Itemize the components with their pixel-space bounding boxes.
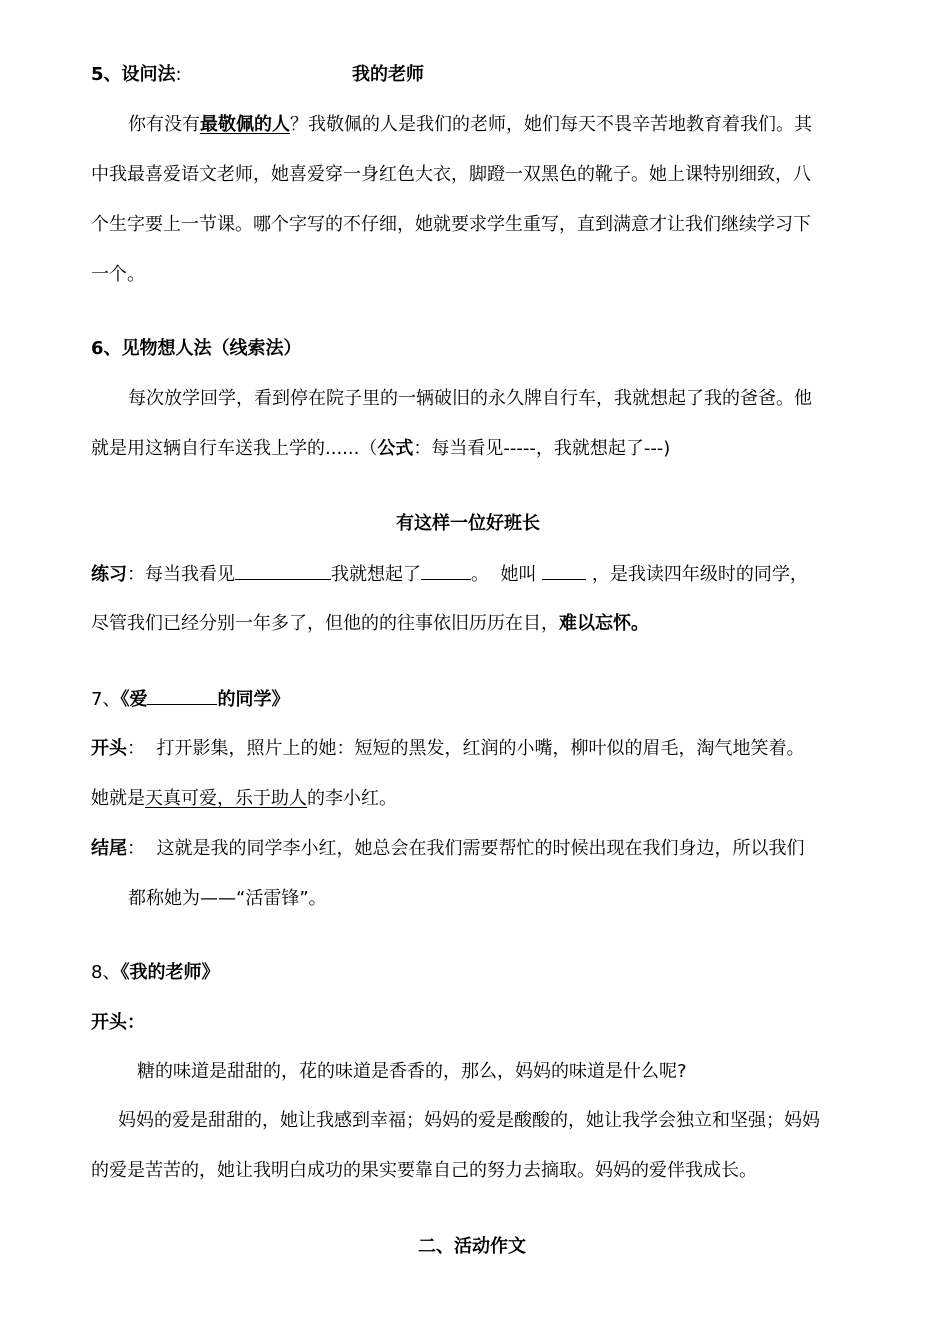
opening-label: 开头 — [91, 738, 127, 759]
text-run: ： 打开影集，照片上的她：短短的黑发，红润的小嘴，柳叶似的眉毛，淘气地笑着。 — [127, 738, 805, 759]
section-8-heading — [91, 960, 219, 986]
text-run: 尽管我们已经分别一年多了，但他的的往事依旧历历在目， — [91, 613, 559, 634]
text-run: 。 她叫 — [471, 564, 543, 585]
emphasis-text: 难以忘怀。 — [559, 613, 649, 634]
section-8-para-2-line-1: 妈妈的爱是甜甜的，她让我感到幸福；妈妈的爱是酸酸的，她让我学会独立和坚强；妈妈 — [118, 1110, 820, 1131]
section-6-para-line-2 — [91, 436, 670, 462]
section-5-para-line-1 — [128, 112, 812, 138]
section-2-title: 二、活动作文 — [418, 1236, 526, 1257]
text-run: ：每当看见-----，我就想起了---) — [413, 438, 671, 459]
text-run: 就是用这辆自行车送我上学的......（ — [91, 438, 378, 459]
practice-title: 有这样一位好班长 — [396, 513, 540, 534]
section-5-heading — [91, 62, 182, 88]
text-run: 你有没有 — [128, 114, 200, 135]
section-8-title: 《我的老师》 — [120, 962, 220, 983]
practice-line-2 — [91, 611, 649, 637]
section-5-colon: : — [175, 64, 182, 85]
section-7-ending-line-2: 都称她为——“活雷锋”。 — [128, 888, 327, 909]
text-run: ，是我读四年级时的同学， — [586, 564, 808, 585]
fill-blank — [147, 686, 217, 705]
fill-blank — [421, 561, 471, 580]
section-5-para-line-2: 中我最喜爱语文老师，她喜爱穿一身红色大衣，脚蹬一双黑色的靴子。她上课特别细致，八 — [91, 164, 811, 185]
text-run: ？我敬佩的人是我们的老师，她们每天不畏辛苦地教育着我们。其 — [290, 114, 812, 135]
ending-label: 结尾 — [91, 838, 127, 859]
section-7-ending — [91, 836, 804, 862]
section-7-heading — [91, 686, 289, 713]
text-run: 《爱 — [120, 689, 148, 710]
section-5-para-line-4: 一个。 — [91, 264, 145, 285]
text-run: 我就想起了 — [331, 564, 421, 585]
fill-blank — [542, 561, 586, 580]
practice-label: 练习 — [91, 564, 127, 585]
section-8-opening-label: 开头： — [91, 1012, 145, 1033]
underlined-text: 天真可爱，乐于助人 — [145, 788, 307, 809]
practice-line-1 — [91, 561, 808, 588]
section-6-heading: 6、见物想人法（线索法） — [91, 338, 302, 359]
section-7-opening-line-2 — [91, 786, 397, 812]
text-run: 的同学》 — [217, 689, 290, 710]
section-8-para-1: 糖的味道是甜甜的，花的味道是香香的，那么，妈妈的味道是什么呢? — [137, 1061, 687, 1082]
text-run: 的李小红。 — [307, 788, 397, 809]
section-5-label: 5、设问法 — [91, 64, 176, 85]
section-7-opening — [91, 736, 804, 762]
fill-blank — [235, 561, 331, 580]
text-run: ：每当我看见 — [127, 564, 235, 585]
section-6-para-line-1: 每次放学回学，看到停在院子里的一辆破旧的永久牌自行车，我就想起了我的爸爸。他 — [128, 388, 812, 409]
emphasis-text: 最敬佩的人 — [200, 114, 290, 135]
section-8-para-2-line-2: 的爱是苦苦的，她让我明白成功的果实要靠自己的努力去摘取。妈妈的爱伴我成长。 — [91, 1160, 757, 1181]
section-8-number: 8、 — [91, 962, 121, 983]
section-5-title: 我的老师 — [352, 64, 424, 85]
section-7-number: 7、 — [91, 689, 121, 710]
text-run: 她就是 — [91, 788, 145, 809]
formula-label: 公式 — [377, 438, 414, 459]
section-5-para-line-3: 个生字要上一节课。哪个字写的不仔细，她就要求学生重写，直到满意才让我们继续学习下 — [91, 214, 811, 235]
text-run: ： 这就是我的同学李小红，她总会在我们需要帮忙的时候出现在我们身边，所以我们 — [127, 838, 805, 859]
